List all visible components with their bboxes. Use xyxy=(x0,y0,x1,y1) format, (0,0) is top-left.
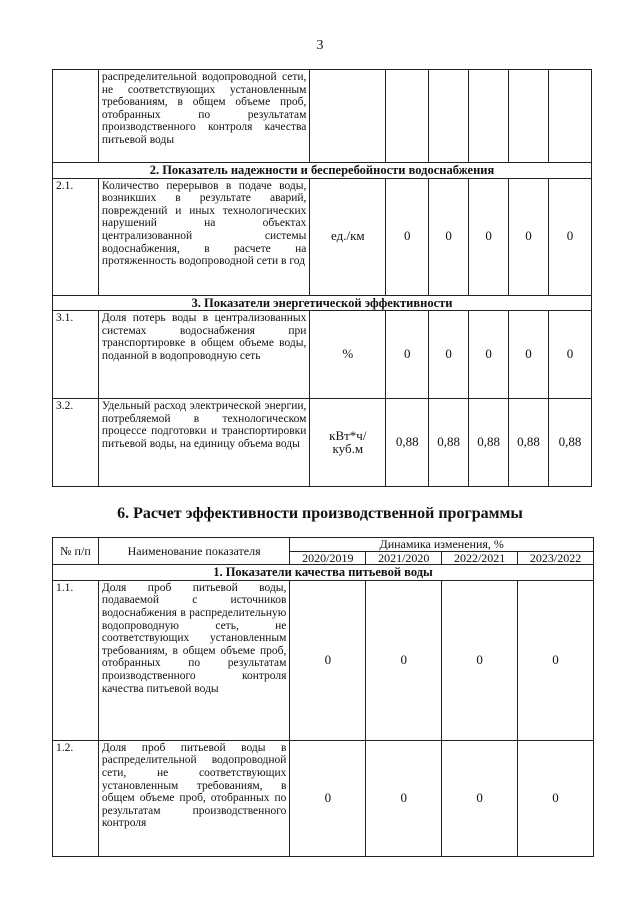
section-header-row xyxy=(53,163,592,179)
section-title: 3. Показатели энергетической эффективности xyxy=(53,295,592,311)
table-row xyxy=(53,178,592,295)
value-cell: 0,88 xyxy=(509,399,549,487)
table-row xyxy=(53,70,592,163)
value-cell: 0 xyxy=(366,740,442,856)
section-header-row xyxy=(53,295,592,311)
year-header: 2021/2020 xyxy=(366,551,442,565)
column-header-number: № п/п xyxy=(53,538,99,565)
row-description: распределительной водопроводной сети, не соответствующих установленным требованиям, в общем объеме проб, отобранных по результатам производственного контроля качества питьевой воды xyxy=(98,70,310,163)
unit-cell: ед./км xyxy=(310,178,386,295)
value-cell: 0,88 xyxy=(469,399,509,487)
row-number: 2.1. xyxy=(53,178,99,295)
value-cell: 0 xyxy=(549,178,592,295)
value-cell: 0 xyxy=(429,311,469,399)
value-cell: 0 xyxy=(509,311,549,399)
value-cell: 0 xyxy=(290,740,366,856)
table-row xyxy=(53,580,594,740)
row-number: 1.1. xyxy=(53,580,99,740)
value-cell: 0 xyxy=(549,311,592,399)
value-cell: 0 xyxy=(469,178,509,295)
column-header-name: Наименование показателя xyxy=(98,538,290,565)
value-cell: 0 xyxy=(386,311,429,399)
section-header-row xyxy=(53,565,594,581)
value-cell: 0 xyxy=(290,580,366,740)
value-cell: 0,88 xyxy=(429,399,469,487)
value-cell: 0,88 xyxy=(386,399,429,487)
row-number: 1.2. xyxy=(53,740,99,856)
row-description: Удельный расход электрической энергии, потребляемой в технологическом процессе подготовки и транспортировки питьевой воды, на единицу объема воды xyxy=(98,399,310,487)
column-header-dynamics: Динамика изменения, % xyxy=(290,538,594,552)
value-cell: 0 xyxy=(509,178,549,295)
year-header: 2020/2019 xyxy=(290,551,366,565)
value-cell: 0 xyxy=(469,311,509,399)
value-cell: 0 xyxy=(386,178,429,295)
indicators-table xyxy=(52,69,592,487)
value-cell: 0,88 xyxy=(549,399,592,487)
value-cell: 0 xyxy=(518,580,594,740)
row-description: Доля проб питьевой воды в распределительной водопроводной сети, не соответствующих установленным требованиям, в общем объеме проб, отобранных по результатам производственного контроля xyxy=(98,740,290,856)
table-row xyxy=(53,399,592,487)
unit-cell: % xyxy=(310,311,386,399)
efficiency-table xyxy=(52,537,594,857)
section-title: 2. Показатель надежности и бесперебойности водоснабжения xyxy=(53,163,592,179)
row-number-cell xyxy=(53,70,99,163)
row-description: Доля потерь воды в централизованных системах водоснабжения при транспортировке в общем объеме воды, поданной в водопроводную сеть xyxy=(98,311,310,399)
header-row xyxy=(53,538,594,552)
value-cell: 0 xyxy=(442,740,518,856)
row-description: Количество перерывов в подаче воды, возникших в результате аварий, повреждений и иных технологических нарушений на объектах централизованной системы водоснабжения, в расчете на протяженность водопроводной сети в год xyxy=(98,178,310,295)
row-number: 3.2. xyxy=(53,399,99,487)
section-title: 1. Показатели качества питьевой воды xyxy=(53,565,594,581)
table-row xyxy=(53,740,594,856)
year-header: 2022/2021 xyxy=(442,551,518,565)
row-number: 3.1. xyxy=(53,311,99,399)
value-cell: 0 xyxy=(429,178,469,295)
unit-cell: кВт*ч/ куб.м xyxy=(310,399,386,487)
value-cell: 0 xyxy=(518,740,594,856)
page-number: 3 xyxy=(316,38,324,53)
year-header: 2023/2022 xyxy=(518,551,594,565)
table-row xyxy=(53,311,592,399)
value-cell: 0 xyxy=(442,580,518,740)
value-cell: 0 xyxy=(366,580,442,740)
section-heading: 6. Расчет эффективности производственной программы xyxy=(117,505,523,522)
row-description: Доля проб питьевой воды, подаваемой с источников водоснабжения в распределительную водопроводную сеть, не соответствующих установленным требованиям, в общем объеме проб, отобранных по результатам производственного контроля качества питьевой воды xyxy=(98,580,290,740)
